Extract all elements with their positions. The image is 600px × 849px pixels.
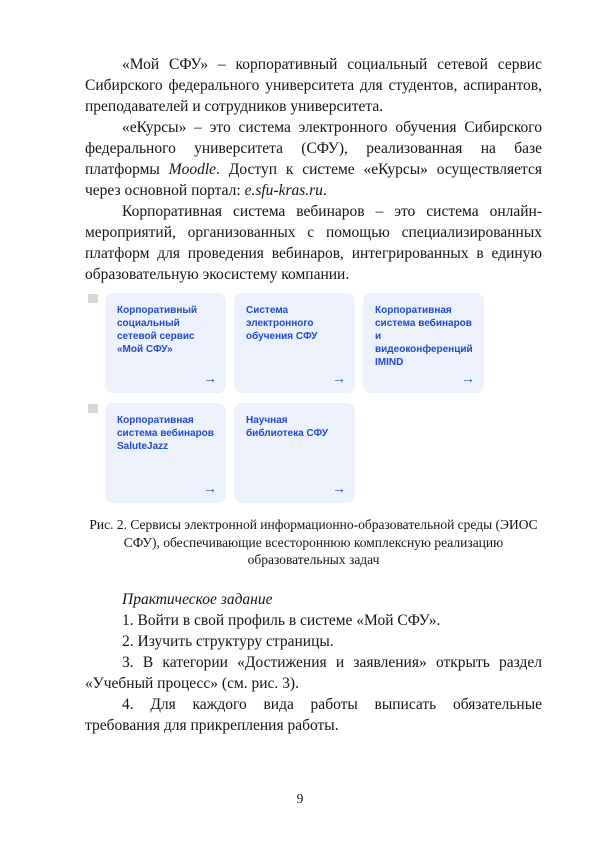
task-item-4: 4. Для каждого вида работы выписать обязательные требования для прикрепления работы. <box>85 695 542 734</box>
service-card-elearning[interactable] <box>234 293 355 393</box>
moodle-platform-name: Moodle <box>168 161 217 178</box>
page-number: 9 <box>296 791 304 806</box>
figure-caption: Рис. 2. Сервисы электронной информационно-образовательной среды (ЭИОС СФУ), обеспечивающие всестороннюю комплексную реализацию образовательных задач <box>89 517 538 567</box>
services-card-grid <box>105 293 542 503</box>
paragraph-webinars: Корпоративная система вебинаров – это система онлайн-мероприятий, организованных с помощью специализированных платформ для проведения вебинаров, интегрированных в единую образовательную экосистему компании. <box>85 203 542 283</box>
service-card-label: Корпоративная система вебинаров SaluteJazz <box>117 415 214 452</box>
service-card-label: Научная библиотека СФУ <box>246 415 329 439</box>
service-card-label: Корпоративный социальный сетевой сервис «Мой СФУ» <box>117 305 198 355</box>
paragraph-ecourses <box>85 117 542 201</box>
paragraph-moy-sfu: «Мой СФУ» – корпоративный социальный сетевой сервис Сибирского федерального университета для студентов, аспирантов, преподавателей и сотрудников университета. <box>85 56 542 115</box>
arrow-right-icon: → <box>332 480 346 496</box>
card-row-bottom <box>105 403 542 503</box>
text-segment: . Доступ к системе «еКурсы» осуществляется через основной портал: <box>85 161 542 199</box>
arrow-right-icon: → <box>203 370 217 386</box>
task-item-1: 1. Войти в свой профиль в системе «Мой СФУ». <box>122 611 441 629</box>
service-card-library[interactable] <box>234 403 355 503</box>
figure-2-services-screenshot <box>85 293 542 569</box>
screenshot-artifact <box>88 404 98 413</box>
task-item-2: 2. Изучить структуру страницы. <box>122 632 334 650</box>
practical-task-heading: Практическое задание <box>122 590 273 608</box>
portal-url: e.sfu-kras.ru <box>244 182 323 199</box>
card-row-top <box>105 293 542 393</box>
arrow-right-icon: → <box>203 480 217 496</box>
arrow-right-icon: → <box>461 370 475 386</box>
arrow-right-icon: → <box>332 370 346 386</box>
screenshot-artifact <box>88 294 98 303</box>
text-segment: . <box>322 182 327 199</box>
service-card-label: Корпоративная система вебинаров и видеоконференций IMIND <box>375 305 473 368</box>
task-item-3: 3. В категории «Достижения и заявления» открыть раздел «Учебный процесс» (см. рис. 3). <box>85 653 542 692</box>
text-segment: «еКурсы» – это система электронного обучения Сибирского федерального университета (СФУ), реализованная на базе платформы <box>85 119 542 178</box>
service-card-imind[interactable] <box>363 293 484 393</box>
service-card-moy-sfu[interactable] <box>105 293 226 393</box>
service-card-label: Система электронного обучения СФУ <box>246 305 318 342</box>
service-card-salutejazz[interactable] <box>105 403 226 503</box>
page-content <box>85 54 542 736</box>
